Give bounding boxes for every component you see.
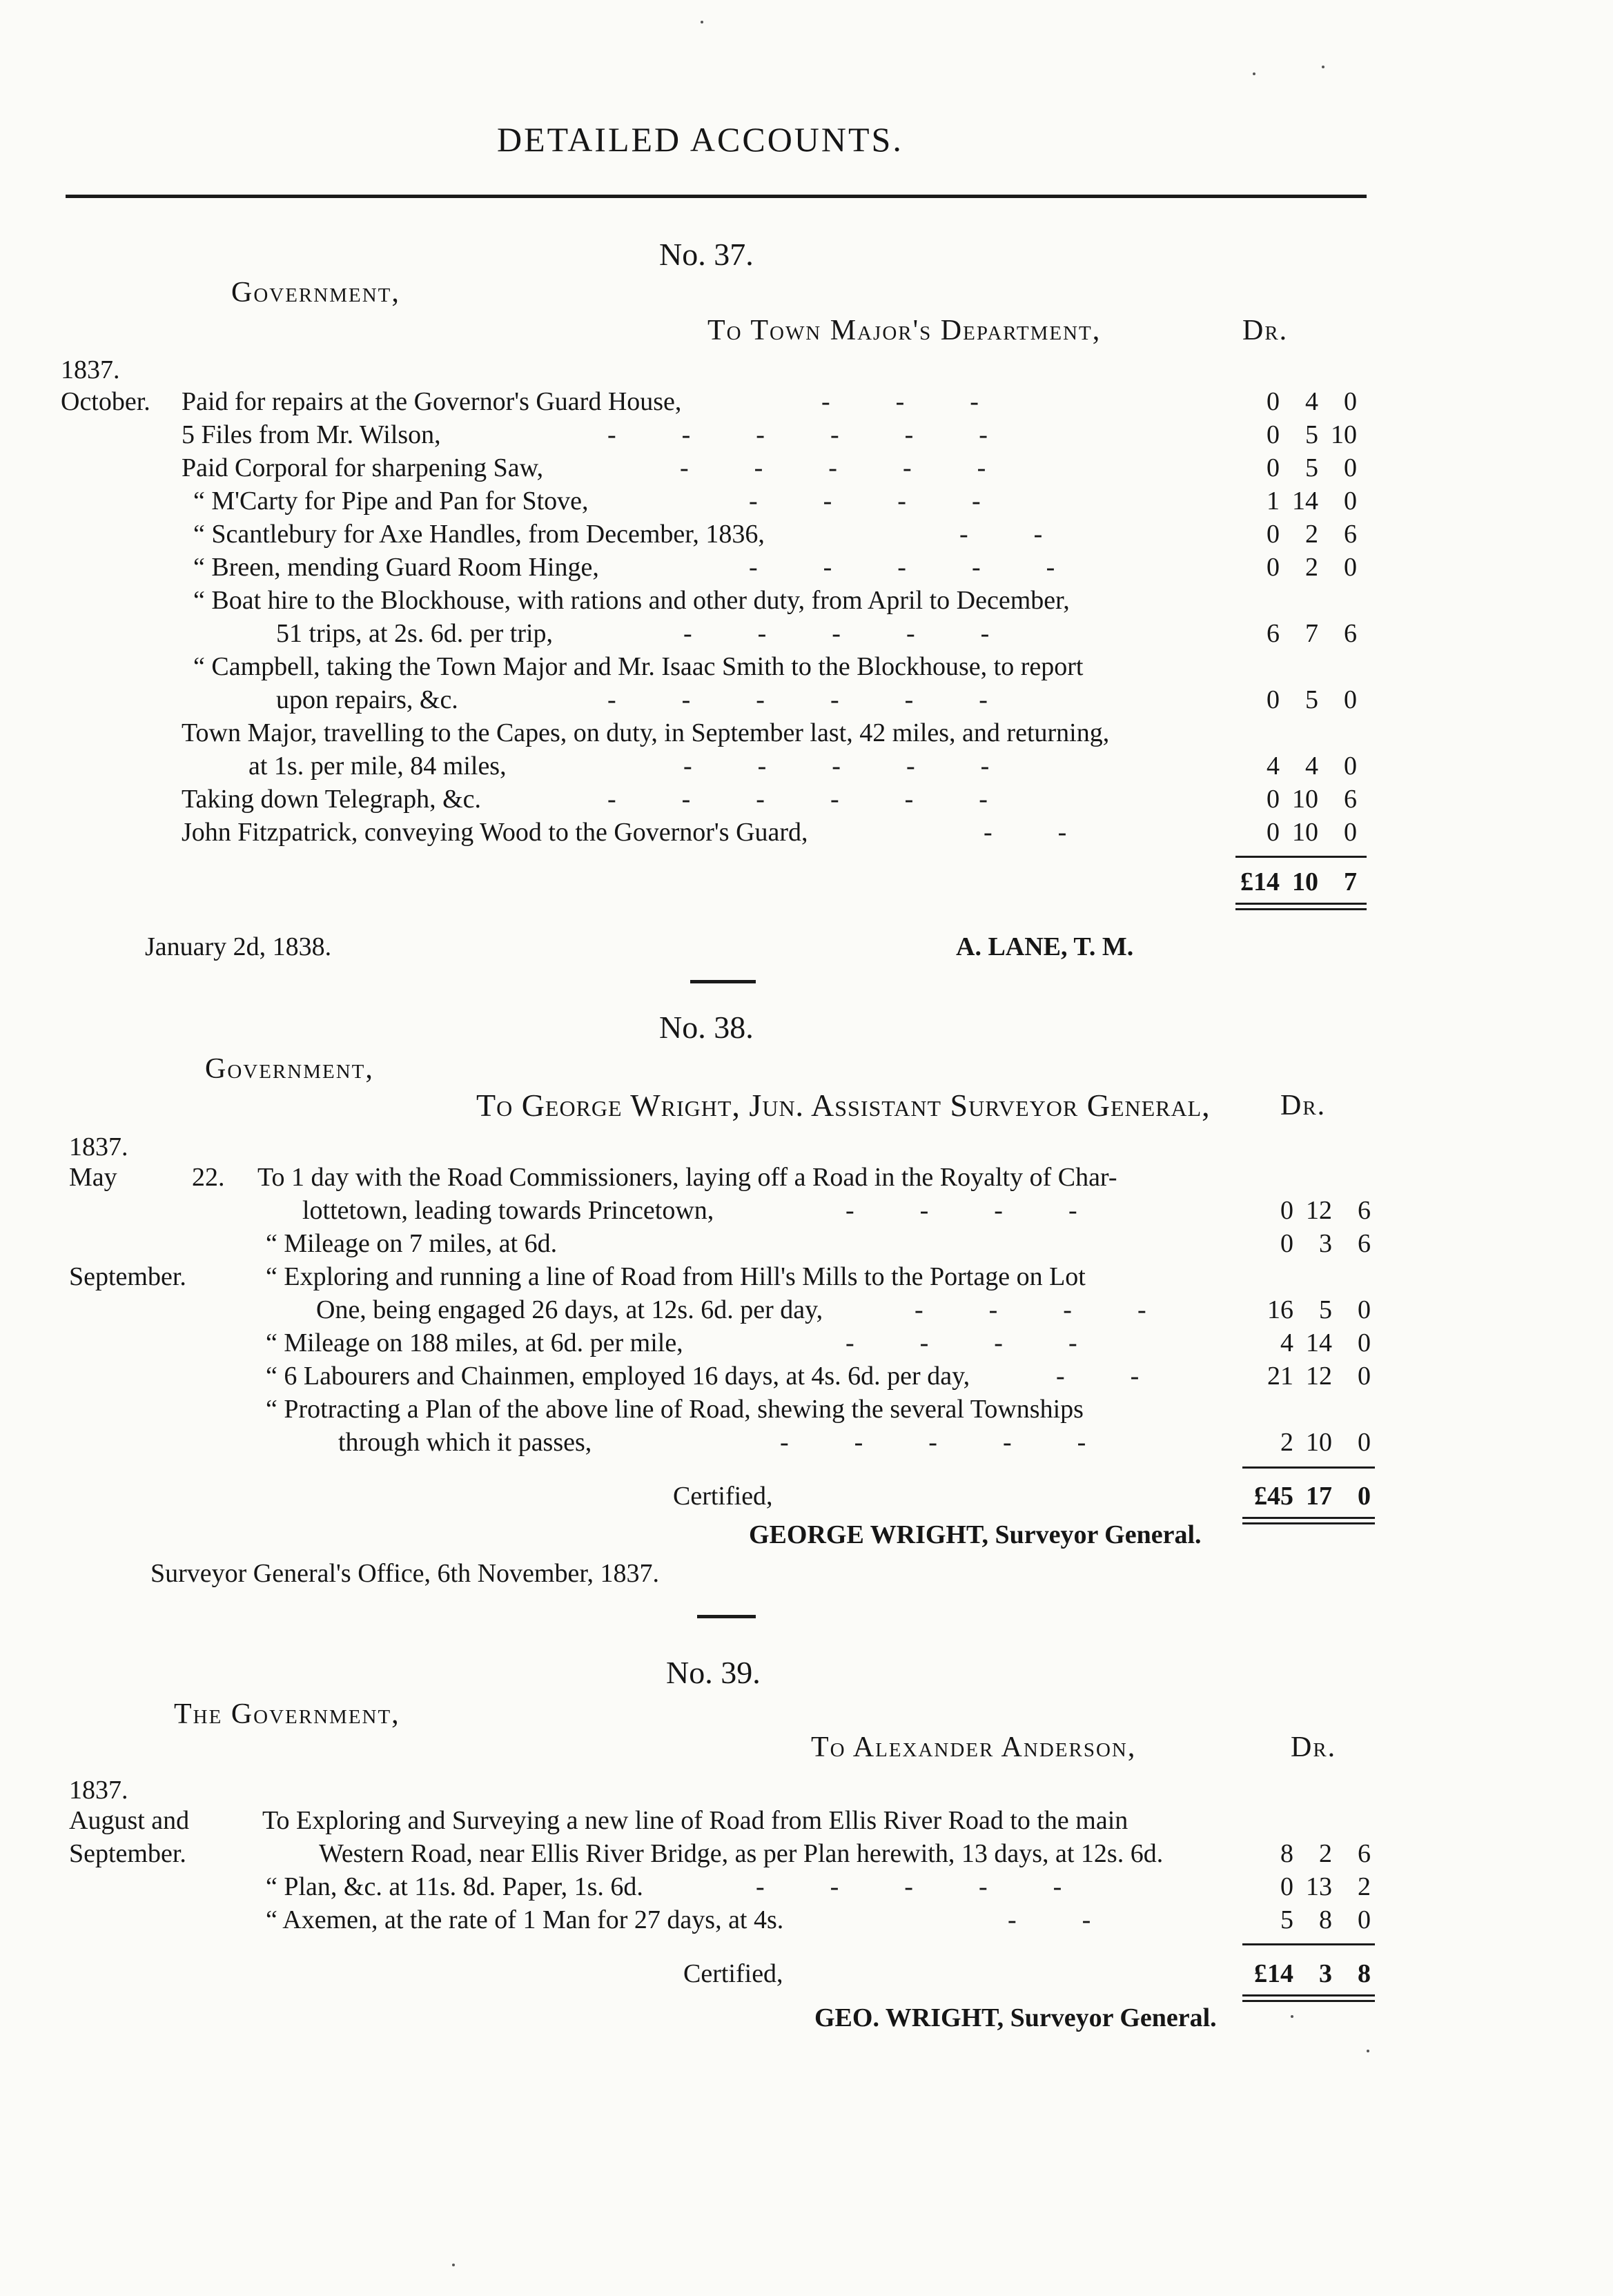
entry-text-continued: lottetown, leading towards Princetown, [302, 1196, 714, 1225]
entry-text: “ Mileage on 188 miles, at 6d. per mile, [266, 1328, 683, 1357]
payee: To Town Major's Department, [707, 315, 1102, 346]
amount-shillings: 14 [1292, 487, 1318, 516]
amount-shillings: 7 [1305, 619, 1318, 648]
amount-shillings: 5 [1305, 453, 1318, 482]
amount-pounds: 4 [1267, 752, 1280, 781]
amount-pence: 0 [1344, 487, 1357, 516]
amount-shillings: 12 [1306, 1362, 1332, 1391]
amount-pence: 0 [1358, 1428, 1371, 1457]
date-signed: January 2d, 1838. [145, 932, 332, 961]
entry-text: “ Scantlebury for Axe Handles, from December, 1836, [193, 520, 765, 549]
amount-pence: 0 [1344, 752, 1357, 781]
scan-speck [701, 21, 703, 23]
amount-shillings: 14 [1306, 1328, 1332, 1357]
entry-text: “ M'Carty for Pipe and Pan for Stove, [193, 487, 589, 516]
year-label: 1837. [69, 1132, 128, 1161]
amount-pounds: 0 [1267, 387, 1280, 416]
amount-shillings: 3 [1319, 1229, 1332, 1258]
amount-pence: 0 [1344, 685, 1357, 714]
entry-day: 22. [192, 1163, 225, 1192]
entry-text: Taking down Telegraph, &c. [182, 785, 482, 814]
leader-dots: - - - - [749, 487, 981, 516]
entry-date: August and [69, 1806, 190, 1835]
amount-pence: 6 [1344, 785, 1357, 814]
total-double-rule [1235, 908, 1367, 910]
entry-text: Paid Corporal for sharpening Saw, [182, 453, 544, 482]
amount-pence: 6 [1358, 1229, 1371, 1258]
entry-date: October. [61, 387, 150, 416]
leader-dots: - - - [821, 387, 979, 416]
entry-text: “ Axemen, at the rate of 1 Man for 27 days, at 4s. [266, 1905, 784, 1934]
page-title: DETAILED ACCOUNTS. [497, 120, 903, 159]
amount-pence: 6 [1344, 520, 1357, 549]
entry-text: To Exploring and Surveying a new line of Road from Ellis River Road to the main [262, 1806, 1128, 1835]
payer: Government, [205, 1053, 374, 1085]
scan-speck [1291, 2015, 1293, 2018]
payee: To Alexander Anderson, [811, 1731, 1137, 1763]
certified-label: Certified, [683, 1959, 783, 1988]
amount-shillings: 10 [1292, 818, 1318, 847]
amount-pounds: 0 [1267, 818, 1280, 847]
entry-text-continued: through which it passes, [338, 1428, 592, 1457]
amount-pence: 0 [1344, 453, 1357, 482]
amount-pence: 2 [1358, 1872, 1371, 1901]
total-double-rule [1242, 2000, 1375, 2002]
entry-text: “ Exploring and running a line of Road from Hill's Mills to the Portage on Lot [266, 1262, 1086, 1291]
entry-text-continued: upon repairs, &c. [276, 685, 458, 714]
amount-shillings: 10 [1306, 1428, 1332, 1457]
entry-text: Paid for repairs at the Governor's Guard House, [182, 387, 682, 416]
total-pounds: £14 [1240, 867, 1280, 896]
amount-pence: 0 [1358, 1362, 1371, 1391]
total-rule [1235, 856, 1367, 858]
header-rule [66, 195, 1367, 198]
entry-text: “ Mileage on 7 miles, at 6d. [266, 1229, 558, 1258]
amount-pence: 0 [1344, 387, 1357, 416]
amount-pounds: 8 [1280, 1839, 1293, 1868]
entry-text-continued: Western Road, near Ellis River Bridge, as per Plan herewith, 13 days, at 12s. 6d. [319, 1839, 1164, 1868]
account-number: No. 39. [666, 1655, 761, 1690]
leader-dots: - - - - - [749, 553, 1055, 582]
amount-pounds: 0 [1267, 785, 1280, 814]
amount-pounds: 6 [1267, 619, 1280, 648]
amount-pounds: 0 [1267, 453, 1280, 482]
amount-shillings: 12 [1306, 1196, 1332, 1225]
entry-date-continued: September. [69, 1839, 186, 1868]
leader-dots: - - - - [915, 1295, 1146, 1324]
signature: GEO. WRIGHT, Surveyor General. [814, 2003, 1217, 2032]
leader-dots: - - [959, 520, 1043, 549]
entry-date: May [69, 1163, 117, 1192]
entry-text: “ Plan, &c. at 11s. 8d. Paper, 1s. 6d. [266, 1872, 643, 1901]
entry-text: John Fitzpatrick, conveying Wood to the Governor's Guard, [182, 818, 808, 847]
amount-pounds: 5 [1280, 1905, 1293, 1934]
total-pounds: £45 [1254, 1482, 1293, 1511]
leader-dots: - - - - - - [607, 420, 988, 449]
amount-pounds: 16 [1267, 1295, 1293, 1324]
amount-pounds: 21 [1267, 1362, 1293, 1391]
dr-label: Dr. [1242, 315, 1289, 346]
amount-pounds: 2 [1280, 1428, 1293, 1457]
leader-dots: - - - - - - [607, 785, 988, 814]
amount-pounds: 0 [1280, 1196, 1293, 1225]
leader-dots: - - [1008, 1905, 1091, 1934]
total-shillings: 3 [1319, 1959, 1332, 1988]
amount-pounds: 0 [1267, 553, 1280, 582]
payer: The Government, [174, 1698, 400, 1730]
amount-pence: 0 [1358, 1905, 1371, 1934]
amount-pence: 0 [1344, 818, 1357, 847]
amount-shillings: 4 [1305, 752, 1318, 781]
entry-text: “ Campbell, taking the Town Major and Mr. Isaac Smith to the Blockhouse, to report [193, 652, 1084, 681]
entry-text: 5 Files from Mr. Wilson, [182, 420, 441, 449]
amount-shillings: 2 [1319, 1839, 1332, 1868]
amount-shillings: 13 [1306, 1872, 1332, 1901]
amount-pounds: 0 [1267, 685, 1280, 714]
leader-dots: - - - - - - [607, 685, 988, 714]
amount-pounds: 0 [1267, 520, 1280, 549]
scan-speck [1322, 66, 1324, 68]
amount-pence: 0 [1344, 553, 1357, 582]
entry-text: “ Boat hire to the Blockhouse, with rations and other duty, from April to December, [193, 586, 1070, 615]
entry-text-continued: at 1s. per mile, 84 miles, [248, 752, 507, 781]
amount-pounds: 0 [1267, 420, 1280, 449]
amount-pence: 6 [1358, 1839, 1371, 1868]
total-pence: 7 [1344, 867, 1357, 896]
dr-label: Dr. [1291, 1731, 1337, 1763]
section-divider [697, 1615, 756, 1618]
leader-dots: - - - - - [780, 1428, 1086, 1457]
total-shillings: 17 [1306, 1482, 1332, 1511]
signature: A. LANE, T. M. [956, 932, 1134, 961]
amount-shillings: 8 [1319, 1905, 1332, 1934]
total-rule [1242, 1466, 1375, 1469]
scan-speck [452, 2264, 455, 2266]
total-double-rule [1242, 1517, 1375, 1519]
amount-shillings: 5 [1319, 1295, 1332, 1324]
amount-pence: 0 [1358, 1295, 1371, 1324]
dr-label: Dr. [1280, 1090, 1327, 1121]
entry-text-continued: 51 trips, at 2s. 6d. per trip, [276, 619, 554, 648]
leader-dots: - - - - - [683, 619, 990, 648]
leader-dots: - - - - [845, 1328, 1077, 1357]
total-rule [1242, 1943, 1375, 1945]
leader-dots: - - - - - [683, 752, 990, 781]
total-pence: 0 [1358, 1482, 1371, 1511]
amount-shillings: 10 [1292, 785, 1318, 814]
total-double-rule [1242, 1522, 1375, 1524]
year-label: 1837. [61, 355, 120, 384]
amount-pence: 6 [1358, 1196, 1371, 1225]
leader-dots: - - - - - [680, 453, 986, 482]
amount-pence: 10 [1331, 420, 1357, 449]
amount-pence: 6 [1344, 619, 1357, 648]
amount-shillings: 5 [1305, 685, 1318, 714]
total-pence: 8 [1358, 1959, 1371, 1988]
entry-text: To 1 day with the Road Commissioners, laying off a Road in the Royalty of Char- [257, 1163, 1117, 1192]
office-line: Surveyor General's Office, 6th November, 1837. [150, 1559, 659, 1588]
signature: GEORGE WRIGHT, Surveyor General. [749, 1520, 1202, 1549]
amount-shillings: 4 [1305, 387, 1318, 416]
section-divider [690, 980, 756, 983]
payer: Government, [231, 277, 400, 308]
account-number: No. 37. [659, 237, 754, 272]
entry-text: Town Major, travelling to the Capes, on duty, in September last, 42 miles, and returning, [182, 718, 1110, 747]
amount-shillings: 5 [1305, 420, 1318, 449]
total-pounds: £14 [1254, 1959, 1293, 1988]
account-number: No. 38. [659, 1010, 754, 1045]
amount-shillings: 2 [1305, 553, 1318, 582]
amount-pounds: 1 [1267, 487, 1280, 516]
entry-text: “ Protracting a Plan of the above line of Road, shewing the several Townships [266, 1395, 1084, 1424]
amount-pounds: 0 [1280, 1872, 1293, 1901]
total-double-rule [1242, 1994, 1375, 1996]
leader-dots: - - - - - [756, 1872, 1062, 1901]
scan-speck [1253, 72, 1255, 75]
certified-label: Certified, [673, 1482, 773, 1511]
year-label: 1837. [69, 1776, 128, 1805]
entry-text: “ 6 Labourers and Chainmen, employed 16 days, at 4s. 6d. per day, [266, 1362, 970, 1391]
entry-text: “ Breen, mending Guard Room Hinge, [193, 553, 599, 582]
total-double-rule [1235, 903, 1367, 905]
leader-dots: - - [984, 818, 1067, 847]
entry-date: September. [69, 1262, 186, 1291]
leader-dots: - - - - [845, 1196, 1077, 1225]
amount-shillings: 2 [1305, 520, 1318, 549]
amount-pence: 0 [1358, 1328, 1371, 1357]
leader-dots: - - [1056, 1362, 1140, 1391]
amount-pounds: 4 [1280, 1328, 1293, 1357]
entry-text-continued: One, being engaged 26 days, at 12s. 6d. per day, [316, 1295, 823, 1324]
total-shillings: 10 [1292, 867, 1318, 896]
scan-speck [1367, 2050, 1369, 2052]
payee: To George Wright, Jun. Assistant Surveyor General, [476, 1088, 1211, 1123]
amount-pounds: 0 [1280, 1229, 1293, 1258]
